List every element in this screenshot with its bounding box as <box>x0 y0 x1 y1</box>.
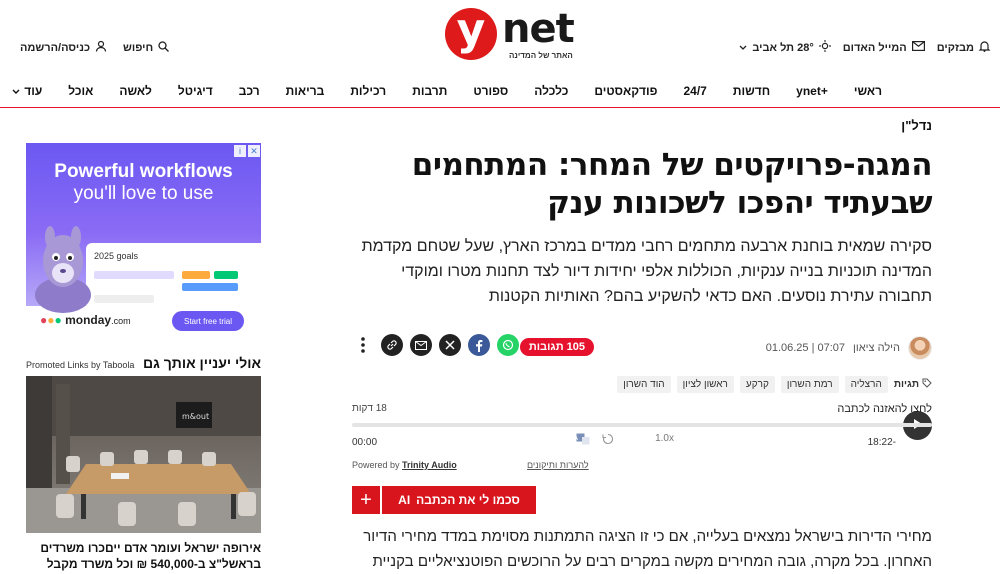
logo-y: y <box>445 8 497 60</box>
bell-icon <box>979 40 990 55</box>
monday-logo-icon: ● <box>40 313 48 327</box>
author-block <box>766 336 932 360</box>
share-buttons <box>352 334 519 356</box>
trinity-audio-link[interactable]: Trinity Audio <box>402 460 457 470</box>
ad-goals-card <box>86 243 261 313</box>
ynet-logo[interactable] <box>445 4 575 68</box>
x-share-icon[interactable] <box>439 334 461 356</box>
alerts-label: מבזקים <box>936 41 974 54</box>
tag-rishon-lezion[interactable]: ראשון לציון <box>677 376 734 393</box>
search-icon <box>158 41 169 55</box>
nav-item-24-7[interactable]: 24/7 <box>683 84 707 98</box>
taboola-header <box>26 355 261 373</box>
nav-item-digital[interactable]: דיגיטל <box>177 84 213 98</box>
nav-item-women[interactable]: לאשה <box>119 84 152 98</box>
ad-choices[interactable] <box>234 145 260 157</box>
mail-icon <box>912 41 925 54</box>
ad-subtitle: you'll love to use <box>73 183 214 204</box>
player-duration: 18 דקות <box>352 403 387 414</box>
svg-text:m&out: m&out <box>182 412 210 421</box>
ai-expand-button[interactable]: + <box>352 486 380 514</box>
nav-item-ynet-plus[interactable]: +ynet <box>796 84 828 98</box>
player-remaining: -18:22 <box>867 437 896 448</box>
player-progress-track[interactable] <box>352 423 932 427</box>
ad-card-bar <box>94 295 154 303</box>
close-icon[interactable]: ✕ <box>248 145 260 157</box>
chevron-down-icon <box>739 42 747 54</box>
author-name[interactable]: הילה ציאון <box>853 342 900 354</box>
nav-item-gossip[interactable]: רכילות <box>350 84 387 98</box>
ad-brand-suffix: .com <box>111 316 131 326</box>
article-subtitle: סקירה שמאית בוחנת ארבעה מתחמים רחבי ממדים במרכז הארץ, שעל שטחם מקדמת המדינה תוכניות בנייה ענקיות, הכוללות אלפי יחידות דיור לצד תחנות מטרו ומוקדי תחבורה עתירת נוסעים. האם כדאי להשקיע בהם? האותיות הקטנות <box>361 238 932 305</box>
nav-more-label: עוד <box>24 84 43 98</box>
tags-row <box>352 376 932 393</box>
nav-item-culture[interactable]: תרבות <box>412 84 448 98</box>
tag-herzliya[interactable]: הרצליה <box>845 376 888 393</box>
tag-land[interactable]: קרקע <box>740 376 775 393</box>
logo-net: net <box>502 6 574 52</box>
article-headline: המגה-פרויקטים של המחר: המתחמים שבעתיד יהפכו לשכונות ענק <box>411 147 932 221</box>
tags-label-text: תגיות <box>893 379 919 390</box>
audio-player <box>352 403 932 483</box>
nav-item-economy[interactable]: כלכלה <box>534 84 569 98</box>
ai-badge: AI <box>398 493 411 507</box>
feedback-link[interactable]: להערות ותיקונים <box>527 460 589 470</box>
nav-item-sport[interactable]: ספורט <box>473 84 509 98</box>
ad-card-title: 2025 goals <box>94 251 139 261</box>
login-link[interactable] <box>20 40 107 55</box>
ad-brand-name: monday <box>65 313 112 327</box>
nav-item-podcasts[interactable]: פודקאסטים <box>594 84 658 98</box>
ad-card-bar <box>214 271 238 279</box>
ai-summary-label: סכמו לי את הכתבה <box>416 493 520 507</box>
ad-card-bar <box>182 271 210 279</box>
more-options-icon[interactable] <box>352 334 374 356</box>
sidebar-ad[interactable] <box>26 143 261 336</box>
email-share-icon[interactable] <box>410 334 432 356</box>
article-meta <box>352 334 932 362</box>
top-bar-right <box>739 40 990 55</box>
translate-icon[interactable] <box>573 433 590 448</box>
info-icon[interactable]: i <box>234 145 246 157</box>
nav-item-home[interactable]: ראשי <box>853 84 882 98</box>
rewind-icon[interactable] <box>602 433 614 448</box>
article-category[interactable]: נדל"ן <box>901 118 932 133</box>
red-mail-label: המייל האדום <box>842 41 907 54</box>
tag-icon <box>922 378 932 391</box>
article-body: מחירי הדירות בישראל נמצאים בעלייה, אם כי זו הציגה התמתנות מסוימת במדד מחירי הדיור האחרון. בכל מקרה, גובה המחירים מקשה במקרים רבים על הרוכשים הפוטנציאליים בקניית <box>363 528 932 570</box>
nav-item-more[interactable] <box>0 84 55 98</box>
ad-title: Powerful workflows <box>54 161 233 182</box>
sun-icon <box>819 40 831 55</box>
nav-list <box>0 84 895 98</box>
ad-card-bar <box>94 271 174 279</box>
player-elapsed: 00:00 <box>352 437 378 448</box>
tags-label <box>894 378 932 391</box>
chevron-down-icon <box>12 84 20 98</box>
tag-ramat-hasharon[interactable]: רמת השרון <box>781 376 839 393</box>
ad-cta-button[interactable]: Start free trial <box>172 311 244 331</box>
nav-item-cars[interactable]: רכב <box>238 84 260 98</box>
logo-tagline: האתר של המדינה <box>509 51 573 60</box>
comments-button[interactable]: 105 תגובות <box>520 338 594 356</box>
top-bar <box>0 0 1000 76</box>
llama-mascot-image <box>32 225 94 310</box>
ai-summary-button[interactable] <box>382 486 536 514</box>
alerts-link[interactable] <box>937 40 990 55</box>
player-powered <box>352 460 457 470</box>
powered-by-text: Powered by <box>352 460 400 470</box>
copy-link-icon[interactable] <box>381 334 403 356</box>
ad-brand: ●●● monday.com <box>40 313 131 327</box>
taboola-caption[interactable]: אירופה ישראל ועומר אדם ייםכרו משרדים בראשל"צ ב-540,000 ₪ וכל משרד מקבל <box>40 541 261 571</box>
tag-hod-hasharon[interactable]: הוד השרון <box>617 376 670 393</box>
nav-item-health[interactable]: בריאות <box>285 84 325 98</box>
article-date: 07:07 | 01.06.25 <box>765 342 846 354</box>
taboola-image[interactable] <box>26 376 261 533</box>
user-icon <box>95 40 107 55</box>
login-label: כניסה/הרשמה <box>20 41 91 54</box>
weather-widget[interactable] <box>739 40 830 55</box>
whatsapp-share-icon[interactable] <box>497 334 519 356</box>
author-avatar <box>908 336 932 360</box>
player-title: לחצו להאזנה לכתבה <box>837 403 932 415</box>
speed-button[interactable]: 1.0x <box>655 433 674 444</box>
taboola-promo[interactable]: Promoted Links by Taboola <box>26 360 135 370</box>
ai-summary <box>352 486 536 514</box>
nav-item-news[interactable]: חדשות <box>732 84 771 98</box>
weather-label: 28° תל אביב <box>752 41 814 54</box>
svg-text:A: A <box>573 434 578 442</box>
taboola-title: אולי יעניין אותך גם <box>143 355 261 371</box>
main-nav <box>0 76 1000 108</box>
nav-item-food[interactable]: אוכל <box>68 84 94 98</box>
top-bar-left <box>20 40 169 55</box>
ad-card-bar <box>182 283 238 291</box>
search-label: חיפוש <box>123 41 154 54</box>
facebook-share-icon[interactable] <box>468 334 490 356</box>
search-link[interactable] <box>123 41 169 55</box>
red-mail-link[interactable] <box>843 41 925 54</box>
